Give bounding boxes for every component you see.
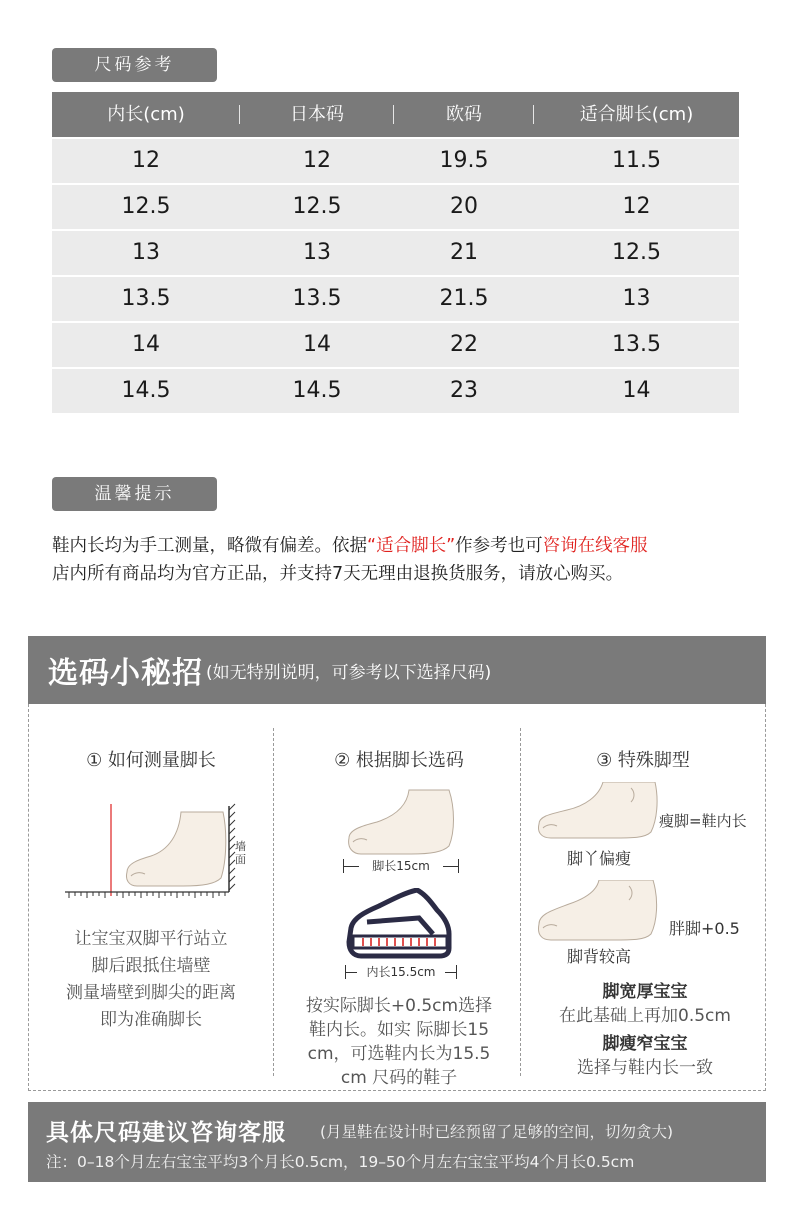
thin-foot-rule: 瘦脚=鞋内长 <box>659 812 747 830</box>
table-cell: 12.5 <box>121 194 171 219</box>
table-cell: 12 <box>132 148 160 173</box>
reminder-text-part: 作参考也可 <box>455 536 543 556</box>
table-cell: 21.5 <box>439 286 489 311</box>
foot-length-label: 脚长15cm <box>359 857 443 875</box>
thin-foot-icon <box>533 782 659 840</box>
col1-line: 让宝宝双脚平行站立 <box>74 929 228 949</box>
reminder-text <box>52 532 772 588</box>
reminder-tag: 温馨提示 <box>52 477 217 511</box>
table-row <box>52 277 739 321</box>
table-cell: 23 <box>450 378 478 403</box>
col1-line: 即为准确脚长 <box>100 1010 202 1030</box>
wide-foot-title: 脚宽厚宝宝 <box>602 982 688 1002</box>
table-cell: 14 <box>132 332 160 357</box>
narrow-foot-text: 选择与鞋内长一致 <box>577 1058 713 1078</box>
tips-header <box>28 636 766 704</box>
table-cell: 13.5 <box>121 286 171 311</box>
table-cell: 12.5 <box>612 240 661 265</box>
reminder-text-part: 鞋内长均为手工测量，略微有偏差。依据 <box>52 536 367 556</box>
tips-box <box>28 704 766 1091</box>
col3-description <box>525 980 765 1080</box>
col2-line: 按实际脚长+0.5cm选择 <box>305 996 493 1016</box>
col2-description <box>281 994 517 1090</box>
consult-title: 具体尺码建议咨询客服 <box>46 1120 286 1146</box>
highlight-online-service: 咨询在线客服 <box>542 536 648 556</box>
table-cell: 14.5 <box>292 378 342 403</box>
size-reference-tag: 尺码参考 <box>52 48 217 82</box>
col2-line: 鞋内长。如实 际脚长15 <box>308 1020 490 1040</box>
table-cell: 22 <box>450 332 478 357</box>
table-header <box>52 92 739 137</box>
fat-foot-label: 脚背较高 <box>567 947 632 966</box>
header-inner-length: 内长(cm) <box>52 92 240 137</box>
header-eu-size: 欧码 <box>394 92 534 137</box>
consult-subtitle: (月星鞋在设计时已经预留了足够的空间，切勿贪大) <box>320 1123 674 1141</box>
table-cell: 13 <box>303 240 331 265</box>
table-cell: 21 <box>450 240 478 265</box>
shoe-length-dimension <box>345 963 457 981</box>
table-cell: 13 <box>132 240 160 265</box>
col1-description <box>33 926 269 1034</box>
tips-title: 选码小秘招 <box>48 656 203 691</box>
col1-title: ① 如何测量脚长 <box>86 750 216 771</box>
foot-icon <box>339 788 459 856</box>
col3-title: ③ 特殊脚型 <box>596 750 690 771</box>
growth-note: 注：0–18个月左右宝宝平均3个月长0.5cm，19–50个月左右宝宝平均4个月长0.5cm <box>46 1153 635 1171</box>
thin-foot-label: 脚丫偏瘦 <box>567 849 632 868</box>
shoe-length-label: 内长15.5cm <box>357 963 445 981</box>
col1-line: 测量墙壁到脚尖的距离 <box>66 983 236 1003</box>
col1-line: 脚后跟抵住墙壁 <box>91 956 211 976</box>
table-row <box>52 323 739 367</box>
table-cell: 19.5 <box>439 148 489 173</box>
col2-title: ② 根据脚长选码 <box>334 750 464 771</box>
fat-foot-rule: 胖脚+0.5 <box>669 919 740 938</box>
narrow-foot-title: 脚瘦窄宝宝 <box>602 1034 688 1054</box>
wide-foot-text: 在此基础上再加0.5cm <box>559 1006 731 1026</box>
foot-measure-illustration <box>65 800 245 904</box>
size-table <box>52 92 739 413</box>
column-divider <box>273 728 274 1076</box>
foot-length-dimension <box>343 857 459 875</box>
tips-subtitle: (如无特别说明，可参考以下选择尺码) <box>206 663 492 683</box>
reminder-line-1 <box>52 532 772 560</box>
table-cell: 14 <box>622 378 651 403</box>
col2-line: cm，可选鞋内长为15.5 <box>307 1044 491 1064</box>
table-cell: 13.5 <box>612 332 661 357</box>
col2-line: cm 尺码的鞋子 <box>340 1068 458 1088</box>
foot-icon <box>126 812 225 886</box>
table-row <box>52 185 739 229</box>
table-cell: 13.5 <box>292 286 342 311</box>
table-cell: 12 <box>622 194 651 219</box>
column-divider <box>520 728 521 1076</box>
header-japan-size: 日本码 <box>240 92 394 137</box>
table-row <box>52 231 739 275</box>
table-cell: 13 <box>622 286 651 311</box>
table-cell: 12.5 <box>292 194 342 219</box>
table-cell: 14.5 <box>121 378 171 403</box>
fat-foot-icon <box>533 880 659 942</box>
table-row <box>52 139 739 183</box>
table-cell: 12 <box>303 148 331 173</box>
consult-banner <box>28 1102 766 1182</box>
highlight-foot-length: “适合脚长” <box>367 536 456 556</box>
shoe-icon <box>345 888 455 960</box>
table-cell: 14 <box>303 332 331 357</box>
wall-label: 墙面 <box>235 840 246 866</box>
reminder-line-2: 店内所有商品均为官方正品，并支持7天无理由退换货服务，请放心购买。 <box>52 564 624 584</box>
header-foot-length: 适合脚长(cm) <box>579 104 694 125</box>
table-row <box>52 369 739 413</box>
table-cell: 20 <box>450 194 478 219</box>
table-cell: 11.5 <box>612 148 661 173</box>
